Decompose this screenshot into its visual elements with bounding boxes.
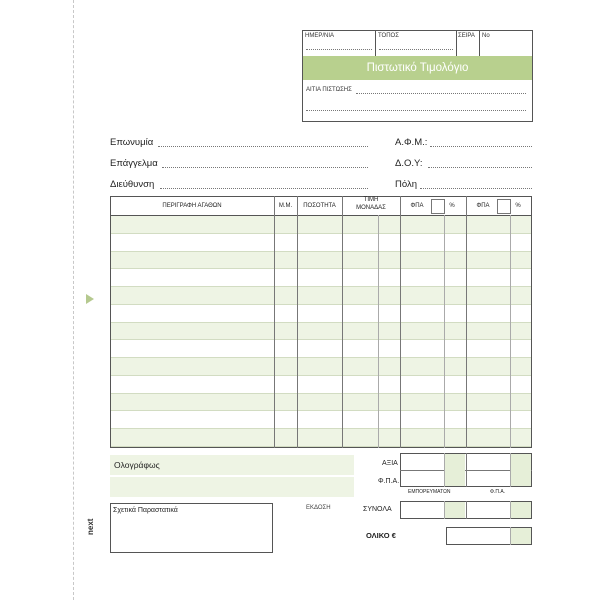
brand-logo: next [86, 518, 95, 535]
vat-label: Φ.Π.Α. [378, 478, 400, 485]
table-row[interactable] [111, 340, 531, 358]
header-vat2: ΦΠΑ [476, 203, 490, 209]
table-row[interactable] [111, 429, 531, 447]
table-row[interactable] [111, 376, 531, 394]
doy-field[interactable] [428, 167, 532, 168]
table-row[interactable] [111, 323, 531, 341]
header-unit: Μ.Μ. [278, 203, 293, 209]
number-label: Νο [482, 33, 490, 39]
header-unit-price-2: ΜΟΝΑΔΑΣ [356, 205, 386, 211]
table-row[interactable] [111, 234, 531, 252]
header-description: ΠΕΡΙΓΡΑΦΗ ΑΓΑΘΩΝ [162, 203, 222, 209]
value-label: ΑΞΙΑ [382, 460, 398, 467]
date-label: ΗΜΕΡ/ΝΙΑ [305, 33, 335, 39]
document-title: Πιστωτικό Τιμολόγιο [366, 62, 469, 74]
vat2-rate-box[interactable] [497, 199, 511, 214]
related-docs-label: Σχετικά Παραστατικά [113, 507, 178, 514]
issue-label: ΕΚΔΟΣΗ [306, 505, 331, 511]
header-unit-price-1: ΤΙΜΗ [363, 197, 379, 203]
table-row[interactable] [111, 305, 531, 323]
table-row[interactable] [111, 216, 531, 234]
table-row[interactable] [111, 287, 531, 305]
triangle-marker-icon [86, 294, 94, 304]
table-row[interactable] [111, 252, 531, 270]
document-title-band [303, 56, 532, 80]
table-row[interactable] [111, 269, 531, 287]
name-label: Επωνυμία [110, 137, 154, 148]
table-row[interactable] [111, 394, 531, 412]
in-words-field-2[interactable] [110, 477, 354, 497]
table-row[interactable] [111, 358, 531, 376]
city-label: Πόλη [395, 179, 417, 190]
doy-label: Δ.Ο.Υ: [395, 158, 423, 169]
vat1-rate-box[interactable] [431, 199, 445, 214]
profession-label: Επάγγελμα [110, 158, 158, 169]
perforation-line [73, 0, 74, 600]
place-label: ΤΟΠΟΣ [378, 33, 399, 39]
profession-field[interactable] [162, 167, 368, 168]
in-words-label: Ολογράφως [114, 460, 160, 470]
city-field[interactable] [420, 188, 532, 189]
credit-reason-label: ΑΙΤΙΑ ΠΙΣΤΩΣΗΣ [306, 87, 352, 93]
header-vat1-pct: % [449, 203, 455, 209]
grand-total-label: ΟΛΙΚΟ € [366, 531, 396, 540]
afm-label: Α.Φ.Μ.: [395, 137, 428, 148]
vat-small-label: Φ.Π.Α. [490, 489, 506, 495]
name-field[interactable] [158, 146, 368, 147]
totals-label: ΣΥΝΟΛΑ [363, 506, 392, 513]
header-vat1: ΦΠΑ [410, 203, 424, 209]
series-label: ΣΕΙΡΑ [458, 33, 475, 39]
merchandise-label: ΕΜΠΟΡΕΥΜΑΤΩΝ [408, 489, 451, 495]
address-field[interactable] [160, 188, 368, 189]
address-label: Διεύθυνση [110, 179, 155, 190]
afm-field[interactable] [430, 146, 532, 147]
table-row[interactable] [111, 411, 531, 429]
header-vat2-pct: % [515, 203, 521, 209]
header-quantity: ΠΟΣΟΤΗΤΑ [303, 203, 336, 209]
